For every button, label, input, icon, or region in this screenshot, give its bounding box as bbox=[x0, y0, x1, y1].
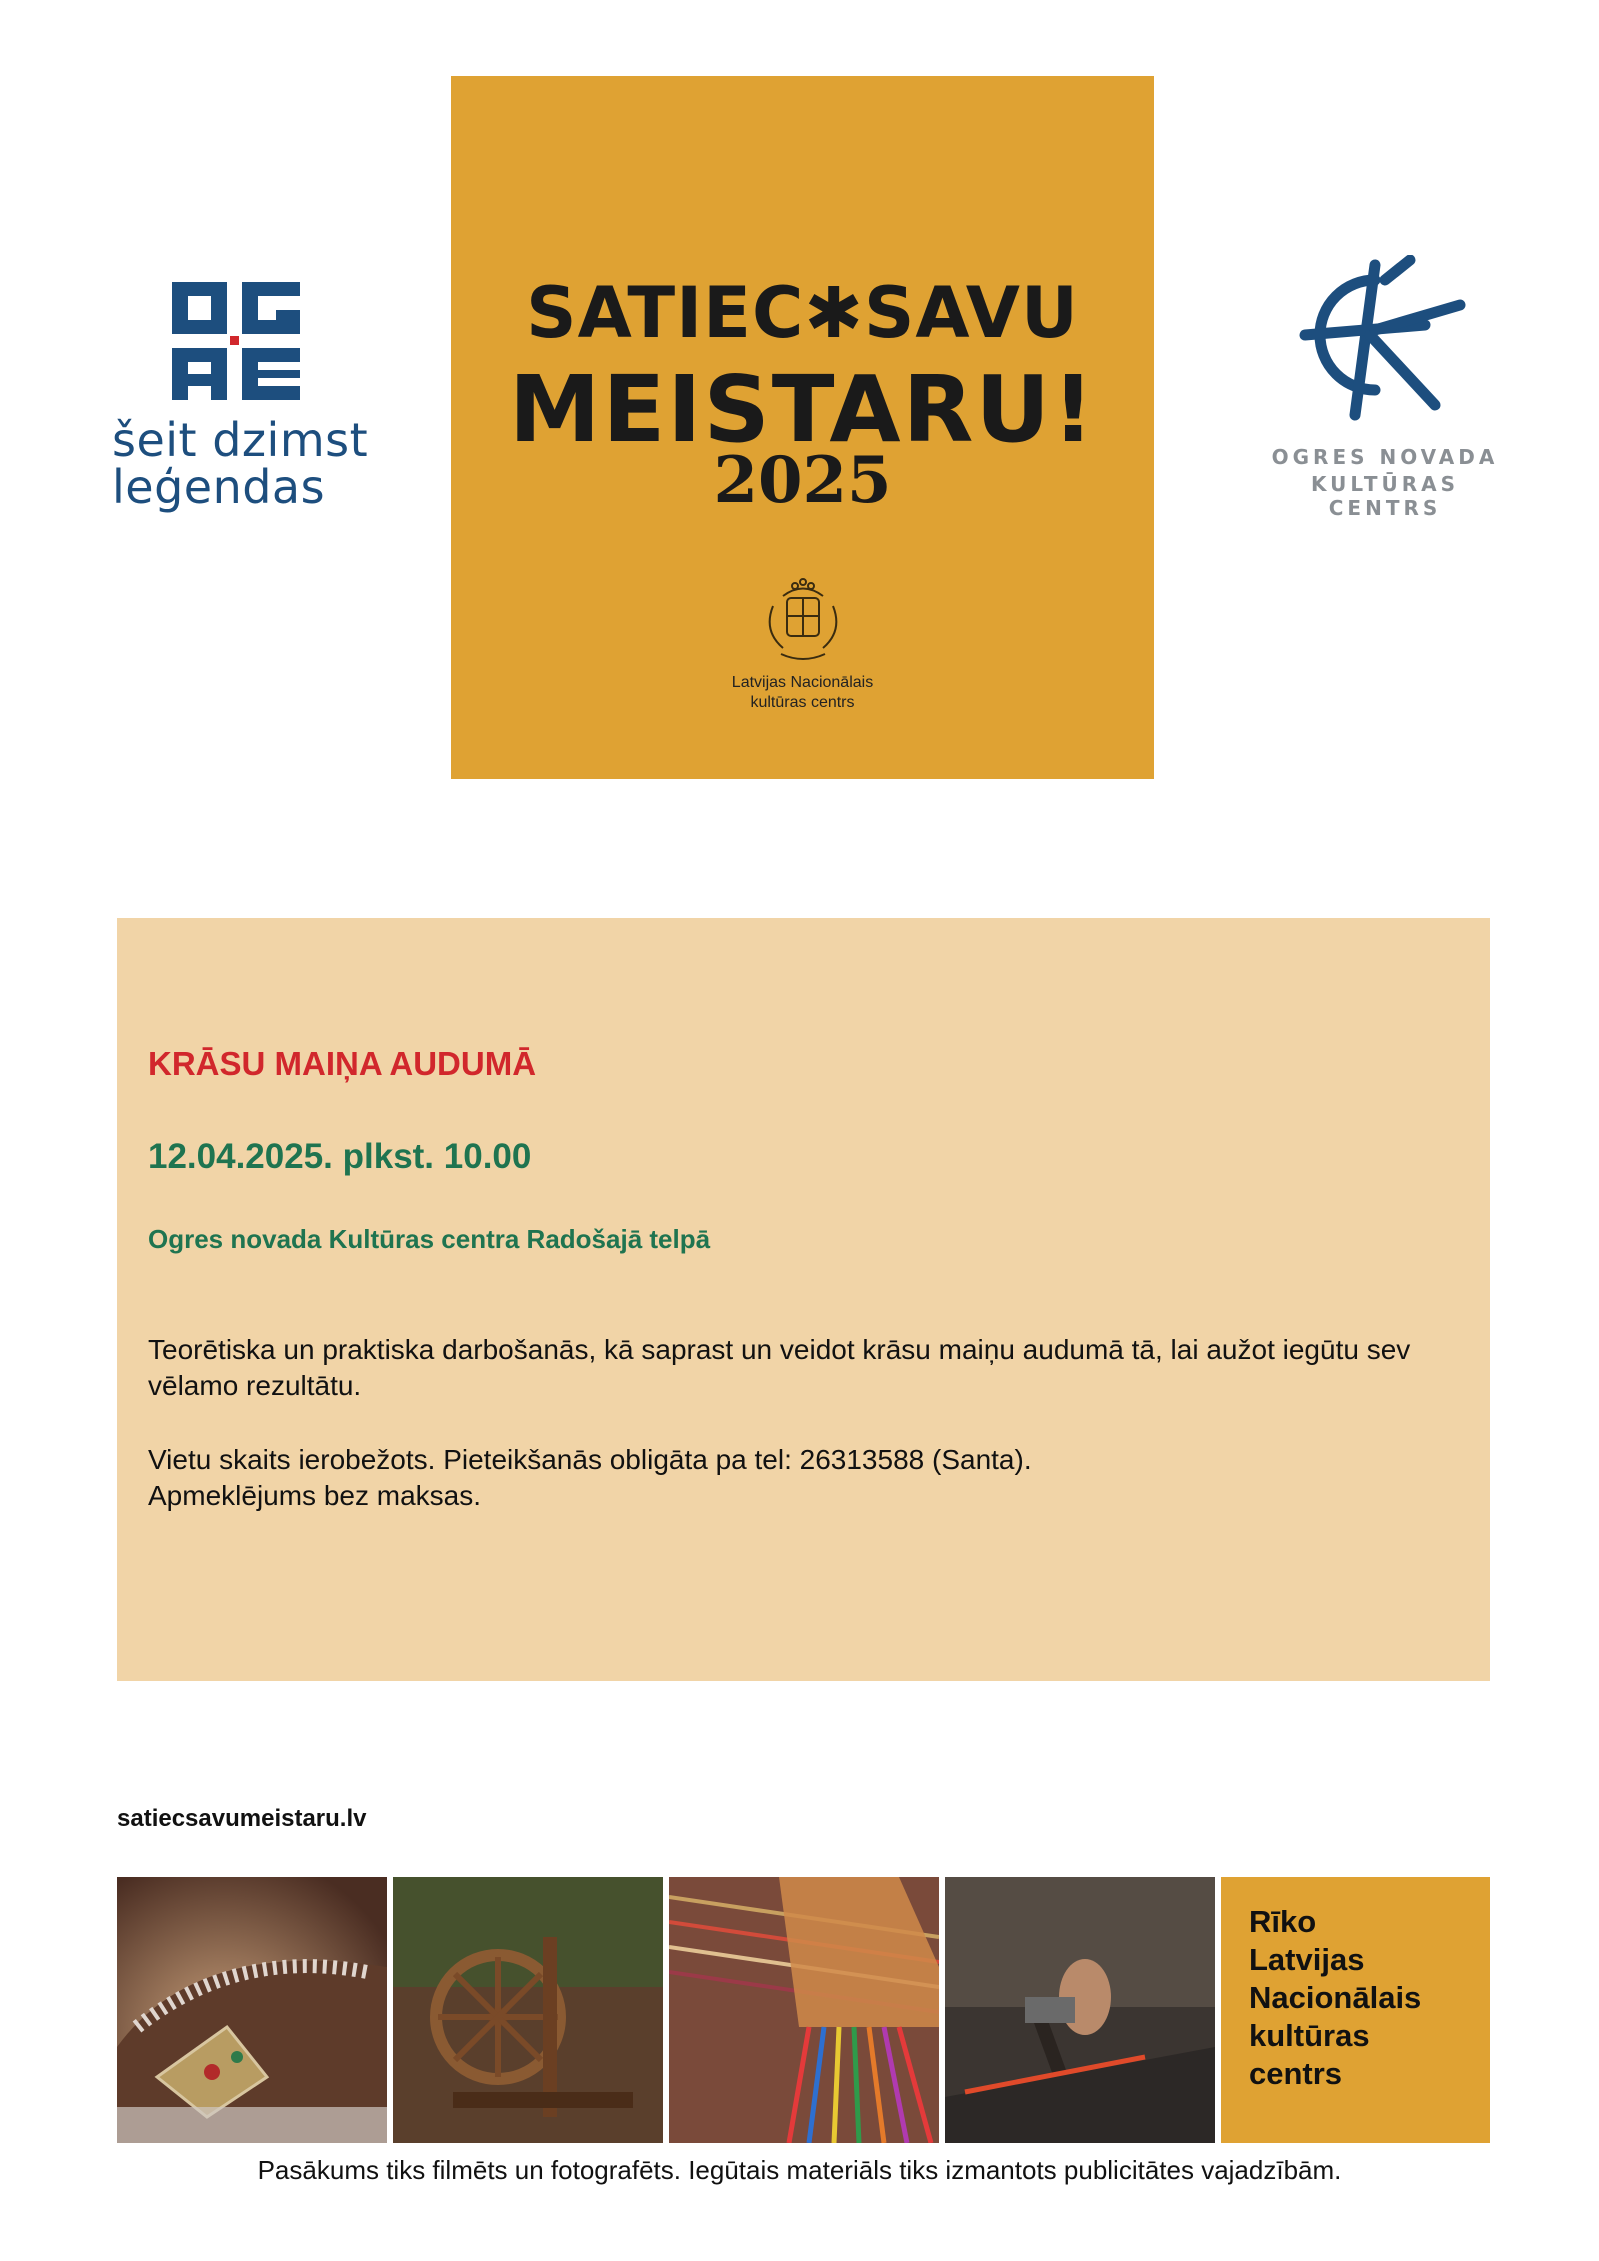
event-place: Ogres novada Kultūras centra Radošajā telpā bbox=[148, 1224, 711, 1254]
coat-of-arms-icon bbox=[753, 576, 853, 671]
photo-blacksmith bbox=[945, 1877, 1215, 2143]
banner-title-line1: SATIEC✱SAVU bbox=[526, 272, 1079, 354]
event-description: Teorētiska un praktiska darbošanās, kā saprast un veidot krāsu maiņu audumā tā, lai aužot iegūtu sev vēlamo rezultātu. bbox=[148, 1334, 1411, 1401]
organizer-line: kultūras bbox=[1249, 2018, 1370, 2053]
registration-note: Vietu skaits ierobežots. Pieteikšanās obligāta pa tel: 26313588 (Santa). bbox=[148, 1444, 1032, 1475]
photo-woven-fabric bbox=[669, 1877, 939, 2143]
ogre-logo bbox=[112, 282, 372, 512]
event-banner bbox=[451, 76, 1154, 779]
banner-title-line2: MEISTARU! bbox=[508, 356, 1097, 463]
website-link[interactable]: satiecsavumeistaru.lv bbox=[117, 1805, 367, 1832]
ogre-slogan-line2: leģendas bbox=[112, 460, 326, 514]
organizer-line: centrs bbox=[1249, 2056, 1343, 2091]
emblem-caption-line1: Latvijas Nacionālais bbox=[731, 674, 874, 691]
okc-mark-icon bbox=[1275, 255, 1475, 425]
okc-name-line2: KULTŪRAS CENTRS bbox=[1311, 472, 1459, 520]
photo-spinning-wheel bbox=[393, 1877, 663, 2143]
disclaimer-text: Pasākums tiks filmēts un fotografēts. Iegūtais materiāls tiks izmantots publicitātes vajadzībām. bbox=[257, 2155, 1342, 2185]
organizer-box bbox=[1221, 1877, 1490, 2143]
banner-year: 2025 bbox=[713, 443, 892, 518]
organizer-line: Rīko bbox=[1249, 1904, 1317, 1939]
okc-logo bbox=[1265, 255, 1505, 520]
ogre-mark-icon bbox=[172, 282, 302, 402]
event-date: 12.04.2025. plkst. 10.00 bbox=[148, 1137, 532, 1176]
admission-note: Apmeklējums bez maksas. bbox=[148, 1480, 482, 1511]
emblem-caption-line2: kultūras centrs bbox=[750, 694, 855, 711]
organizer-line: Latvijas bbox=[1249, 1942, 1365, 1977]
photo-beaded-crown bbox=[117, 1877, 387, 2143]
event-info-box bbox=[117, 918, 1490, 1681]
organizer-line: Nacionālais bbox=[1249, 1980, 1422, 2015]
okc-name-line1: OGRES NOVADA bbox=[1271, 445, 1499, 469]
event-title: KRĀSU MAIŅA AUDUMĀ bbox=[148, 1045, 537, 1082]
ogre-slogan-line1: šeit dzimst bbox=[112, 413, 369, 467]
